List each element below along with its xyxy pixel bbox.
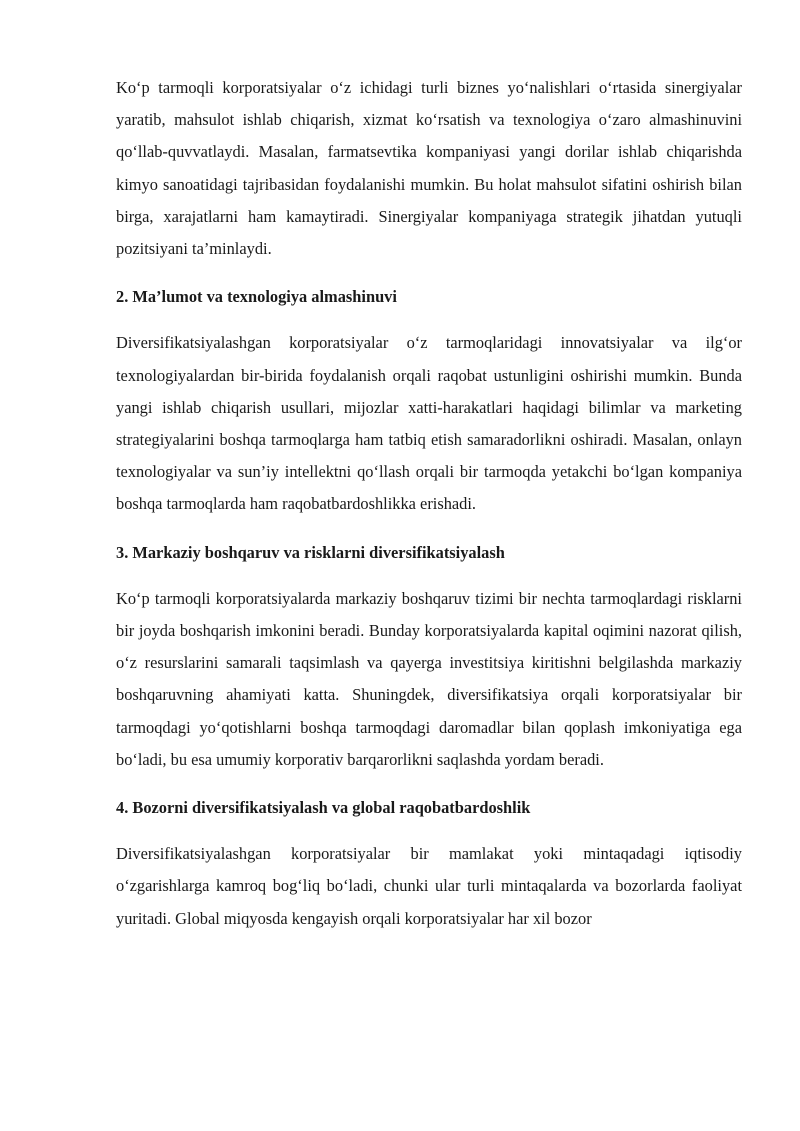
document-page bbox=[116, 72, 742, 935]
spacer bbox=[116, 521, 742, 537]
section-heading-4: 4. Bozorni diversifikatsiyalash va global raqobatbardoshlik bbox=[116, 798, 531, 818]
section-heading-3: 3. Markaziy boshqaruv va risklarni diversifikatsiyalash bbox=[116, 542, 505, 562]
paragraph-central-management: Ko‘p tarmoqli korporatsiyalarda markaziy boshqaruv tizimi bir nechta tarmoqlardagi risklarni bir joyda boshqarish imkonini beradi. Bunday korporatsiyalarda kapital oqimini nazorat qilish, o‘z resurslarini samarali taqsimlash va qayerga investitsiya kiritishni belgilashda markaziy boshqaruvning ahamiyati katta. Shuningdek, diversifikatsiya orqali korporatsiyalar bir tarmoqdagi yo‘qotishlarni boshqa tarmoqdagi daromadlar bilan qoplash imkoniyatiga ega bo‘ladi, bu esa umumiy korporativ barqarorlikni saqlashda yordam beradi. bbox=[116, 588, 742, 769]
spacer bbox=[116, 313, 742, 327]
spacer bbox=[116, 569, 742, 583]
paragraph-market-diversification: Diversifikatsiyalashgan korporatsiyalar bir mamlakat yoki mintaqadagi iqtisodiy o‘zgarishlarga kamroq bog‘liq bo‘ladi, chunki ular turli mintaqalarda va bozorlarda faoliyat yuritadi. Global miqyosda kengayish orqali korporatsiyalar har xil bozor bbox=[116, 844, 742, 928]
paragraph-synergies: Ko‘p tarmoqli korporatsiyalar o‘z ichidagi turli biznes yo‘nalishlari o‘rtasida sinergiyalar yaratib, mahsulot ishlab chiqarish, xizmat ko‘rsatish va texnologiya o‘zaro almashinuvini qo‘llab-quvvatlaydi. Masalan, farmatsevtika kompaniyasi yangi dorilar ishlab chiqarishda kimyo sanoatidagi tajribasidan foydalanishi mumkin. Bu holat mahsulot sifatini oshirish bilan birga, xarajatlarni ham kamaytiradi. Sinergiyalar kompaniyaga strategik jihatdan yutuqli pozitsiyani ta’minlaydi. bbox=[116, 78, 742, 259]
section-heading-2: 2. Ma’lumot va texnologiya almashinuvi bbox=[116, 287, 397, 307]
spacer bbox=[116, 265, 742, 281]
paragraph-technology-exchange: Diversifikatsiyalashgan korporatsiyalar o‘z tarmoqlaridagi innovatsiyalar va ilg‘or texnologiyalardan bir-birida foydalanish orqali raqobat ustunligini oshirishi mumkin. Bunda yangi ishlab chiqarish usullari, mijozlar xatti-harakatlari haqidagi bilimlar va marketing strategiyalarini boshqa tarmoqlarga ham tatbiq etish samaradorlikni oshiradi. Masalan, onlayn texnologiyalar va sun’iy intellektni qo‘llash orqali bir tarmoqda yetakchi bo‘lgan kompaniya boshqa tarmoqlarda ham raqobatbardoshlikka erishadi. bbox=[116, 333, 742, 514]
spacer bbox=[116, 824, 742, 838]
spacer bbox=[116, 776, 742, 792]
